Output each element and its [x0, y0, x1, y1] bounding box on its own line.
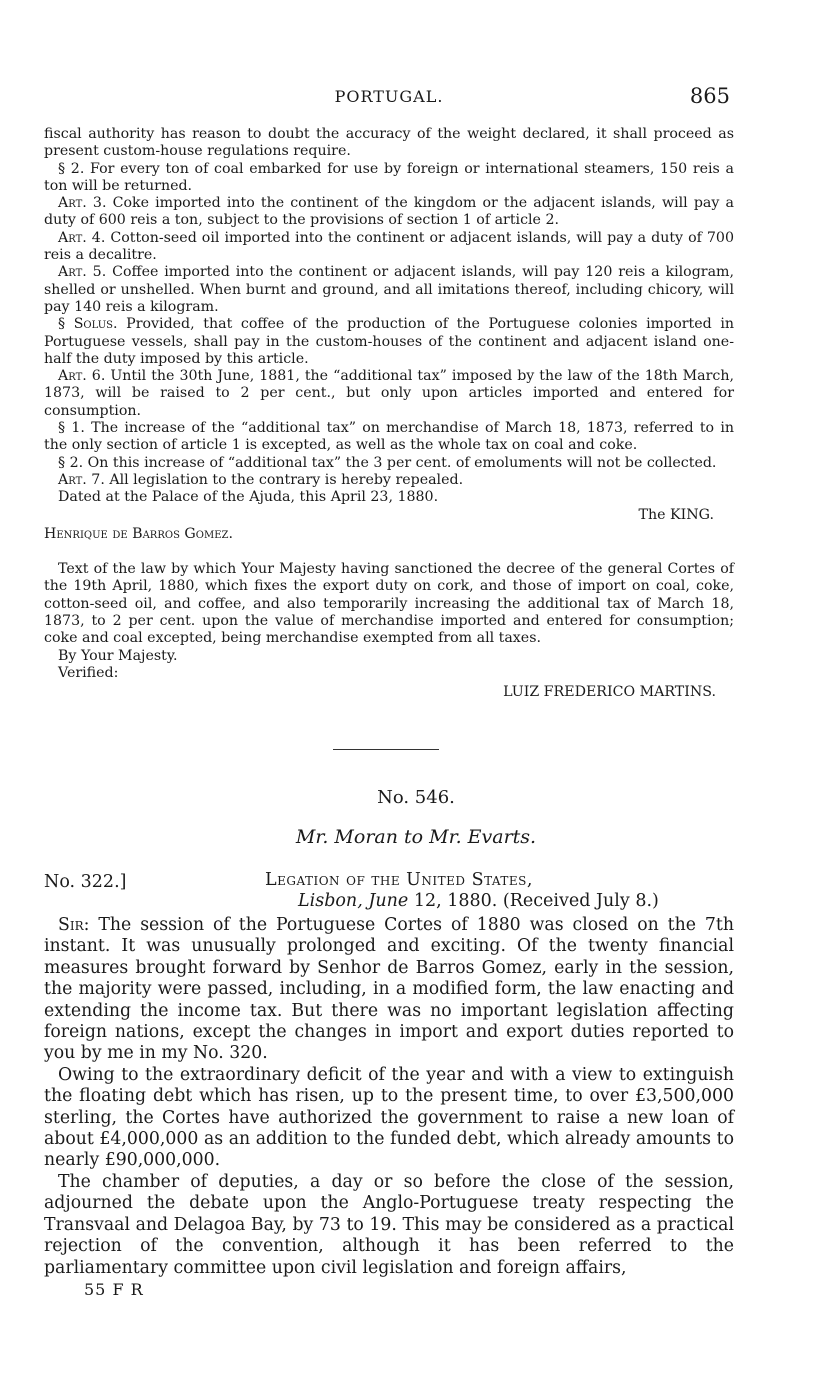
section-solus: [44, 316, 734, 368]
section-label: § Solus.: [58, 316, 118, 333]
article-label: Art.: [58, 229, 87, 246]
article-label: Art.: [58, 264, 87, 281]
place-date: Lisbon, June: [298, 891, 409, 911]
page-number: 865: [689, 84, 730, 108]
document-number: No. 546.: [377, 787, 455, 808]
article-label: Art.: [58, 471, 87, 488]
king-signature: The KING.: [638, 506, 714, 523]
article-text: 4. Cotton-seed oil imported into the continent or adjacent islands, will pay a duty of 700 reis a decalitre.: [44, 229, 734, 264]
article-text: 6. Until the 30th June, 1881, the “additional tax” imposed by the law of the 18th March, 1873, will be raised to 2 per cent., but only upon articles imported and entered for consumption.: [44, 368, 734, 419]
article-6: [44, 368, 734, 420]
verifier-signature: LUIZ FREDERICO MARTINS.: [503, 684, 716, 701]
continued-paragraph: fiscal authority has reason to doubt the accuracy of the weight declared, it shall proceed as present custom-house regulations require.: [44, 126, 734, 160]
by-majesty: By Your Majesty.: [58, 647, 178, 664]
letter-paragraph-3: The chamber of deputies, a day or so before the close of the session, adjourned the debate upon the Anglo-Portuguese treaty respecting the Transvaal and Delagoa Bay, by 73 to 19. This may be considered as a practical rejection of the convention, although it has been referred to the parliamentary committee upon civil legislation and foreign affairs,: [44, 1171, 734, 1278]
article-3: [44, 195, 734, 230]
verified: Verified:: [58, 664, 119, 681]
letter-paragraph-2: Owing to the extraordinary deficit of the year and with a view to extinguish the floating debt which has risen, up to the present time, to over £3,500,000 sterling, the Cortes have authorized the government to raise a new loan of about £4,000,000 as an addition to the funded debt, which already amounts to nearly £90,000,000.: [44, 1064, 734, 1171]
article-text: 7. All legislation to the contrary is hereby repealed.: [86, 471, 464, 488]
running-title: PORTUGAL.: [334, 87, 444, 106]
page-header: [44, 84, 734, 110]
section-1: § 1. The increase of the “additional tax” on merchandise of March 18, 1873, referred to in the only section of article 1 is excepted, as well as the whole tax on coal and coke.: [44, 420, 734, 454]
printer-signature-mark: 55 F R: [84, 1280, 144, 1299]
article-label: Art.: [58, 195, 87, 212]
legation-heading: Legation of the United States,: [265, 870, 533, 890]
salutation: Sir:: [58, 915, 90, 935]
section-2: § 2. On this increase of “additional tax” the 3 per cent. of emoluments will not be collected.: [58, 454, 717, 471]
section-text: Provided, that coffee of the production of the Portuguese colonies imported in Portuguese vessels, shall pay in the custom-houses of the continent and adjacent island one-half the duty imposed by this article.: [44, 316, 735, 367]
paragraph-text: The session of the Portuguese Cortes of 1880 was closed on the 7th instant. It was unusually prolonged and exciting. Of the twenty financial measures brought forward by Senhor de Barros Gomez, early in the session, the majority were passed, including, in a modified form, the law enacting and extending the income tax. But there was no important legislation affecting foreign nations, except the changes in import and export duties reported to you by me in my No. 320.: [44, 915, 734, 1064]
letter-paragraph-1: [44, 915, 734, 1065]
dateline: [298, 891, 659, 911]
dated-line: Dated at the Palace of the Ajuda, this April 23, 1880.: [58, 489, 439, 506]
letter-title: Mr. Moran to Mr. Evarts.: [295, 826, 537, 848]
article-text: 3. Coke imported into the continent of the kingdom or the adjacent islands, will pay a duty of 600 reis a ton, subject to the provisions of section 1 of article 2.: [44, 195, 734, 229]
article-text: 5. Coffee imported into the continent or adjacent islands, will pay 120 reis a kilogram, shelled or unshelled. When burnt and ground, and all imitations thereof, including chicory, will pay 140 reis a kilogram.: [44, 264, 734, 315]
section-divider: [333, 749, 439, 750]
minister-signature: Henrique de Barros Gomez.: [44, 525, 233, 542]
date-rest: 12, 1880. (Received July 8.): [408, 891, 659, 911]
article-4: [44, 230, 734, 265]
letter-body: [44, 915, 734, 1279]
despatch-number: No. 322.]: [44, 872, 127, 892]
law-text: Text of the law by which Your Majesty having sanctioned the decree of the general Cortes of the 19th April, 1880, which fixes the export duty on cork, and those of import on coal, coke, cotton-seed oil, and coffee, and also temporarily increasing the additional tax of March 18, 1873, to 2 per cent. upon the value of merchandise imported and entered for consumption; coke and coal excepted, being merchandise exempted from all taxes.: [44, 561, 734, 647]
article-7: [44, 472, 734, 489]
section-2-coal-refund: § 2. For every ton of coal embarked for use by foreign or international steamers, 150 reis a ton will be returned.: [44, 160, 734, 194]
article-5: [44, 264, 734, 316]
decree-text: [44, 126, 734, 702]
article-label: Art.: [58, 368, 87, 385]
